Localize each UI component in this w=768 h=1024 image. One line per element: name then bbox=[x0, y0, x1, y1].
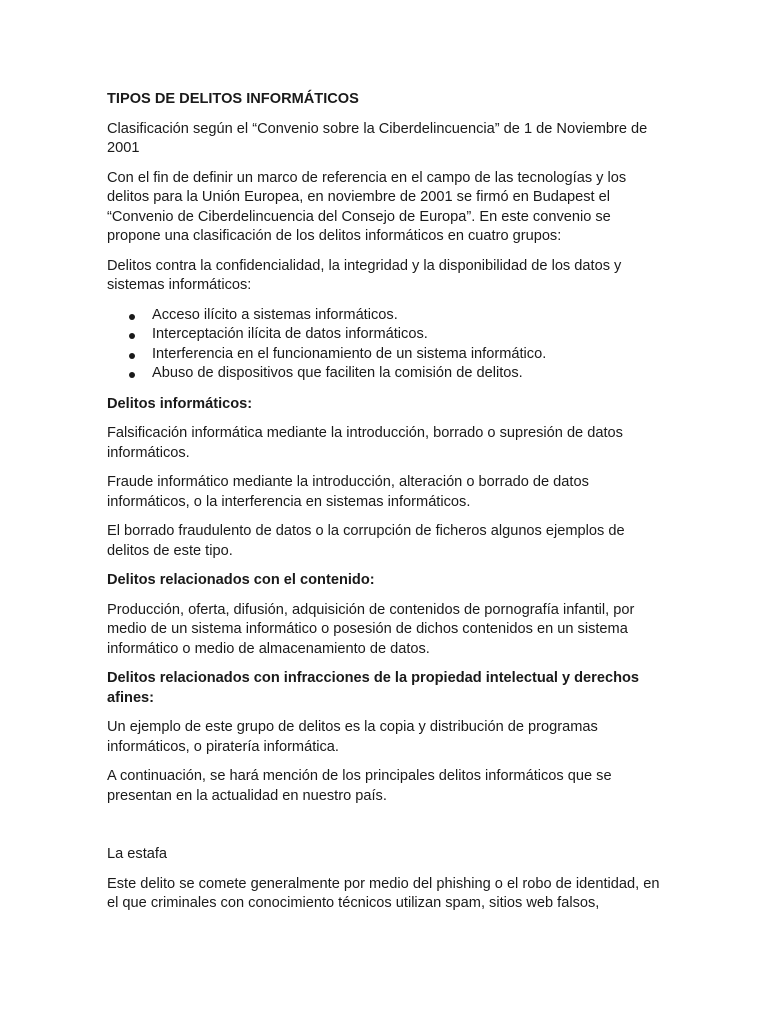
group4-paragraph-1: Un ejemplo de este grupo de delitos es la copia y distribución de programas informáticos, o piratería informática. bbox=[107, 719, 598, 755]
list-item-text: Interferencia en el funcionamiento de un sistema informático. bbox=[152, 345, 547, 362]
bullet-icon bbox=[129, 314, 135, 320]
section-heading: La estafa bbox=[107, 846, 168, 862]
list-item-text: Abuso de dispositivos que faciliten la comisión de delitos. bbox=[152, 365, 523, 381]
group4-heading: Delitos relacionados con infracciones de la propiedad intelectual y derechos afines: bbox=[107, 670, 640, 706]
group3-heading: Delitos relacionados con el contenido: bbox=[107, 572, 375, 588]
group2-heading: Delitos informáticos: bbox=[107, 395, 253, 412]
closing-paragraph: A continuación, se hará mención de los principales delitos informáticos que se presentan en la actualidad en nuestro país. bbox=[107, 768, 612, 804]
list-item-text: Interceptación ilícita de datos informáticos. bbox=[152, 326, 428, 342]
list-item bbox=[107, 364, 668, 384]
bullet-icon bbox=[129, 353, 135, 359]
group2-paragraph-1: Falsificación informática mediante la introducción, borrado o supresión de datos informáticos. bbox=[107, 425, 623, 461]
list-item bbox=[107, 345, 668, 365]
group2-paragraph-2: Fraude informático mediante la introducción, alteración o borrado de datos informáticos, o la interferencia en sistemas informáticos. bbox=[107, 474, 589, 510]
intro-classification: Clasificación según el “Convenio sobre la Ciberdelincuencia” de 1 de Noviembre de 2001 bbox=[107, 120, 648, 156]
intro-paragraph: Con el fin de definir un marco de referencia en el campo de las tecnologías y los delitos para la Unión Europea, en noviembre de 2001 se firmó en Budapest el “Convenio de Ciberdelincuencia del Consejo de Europa”. En este convenio se propone una clasificación de los delitos informáticos en cuatro grupos: bbox=[107, 169, 627, 244]
list-item bbox=[107, 306, 668, 326]
document-title: TIPOS DE DELITOS INFORMÁTICOS bbox=[107, 91, 359, 107]
section-paragraph-1: Este delito se comete generalmente por medio del phishing o el robo de identidad, en el que criminales con conocimiento técnicos utilizan spam, sitios web falsos, bbox=[107, 875, 660, 911]
group3-paragraph-1: Producción, oferta, difusión, adquisición de contenidos de pornografía infantil, por medio de un sistema informático o posesión de dichos contenidos en un sistema informático o medio de almacenamiento de datos. bbox=[107, 601, 635, 657]
group1-heading: Delitos contra la confidencialidad, la integridad y la disponibilidad de los datos y sistemas informáticos: bbox=[107, 257, 622, 293]
list-item bbox=[107, 325, 668, 345]
bullet-icon bbox=[129, 372, 135, 378]
group1-list bbox=[107, 306, 668, 384]
section-spacer bbox=[107, 816, 668, 845]
list-item-text: Acceso ilícito a sistemas informáticos. bbox=[152, 306, 398, 323]
bullet-icon bbox=[129, 333, 135, 339]
group2-paragraph-3: El borrado fraudulento de datos o la corrupción de ficheros algunos ejemplos de delitos de este tipo. bbox=[107, 523, 625, 559]
